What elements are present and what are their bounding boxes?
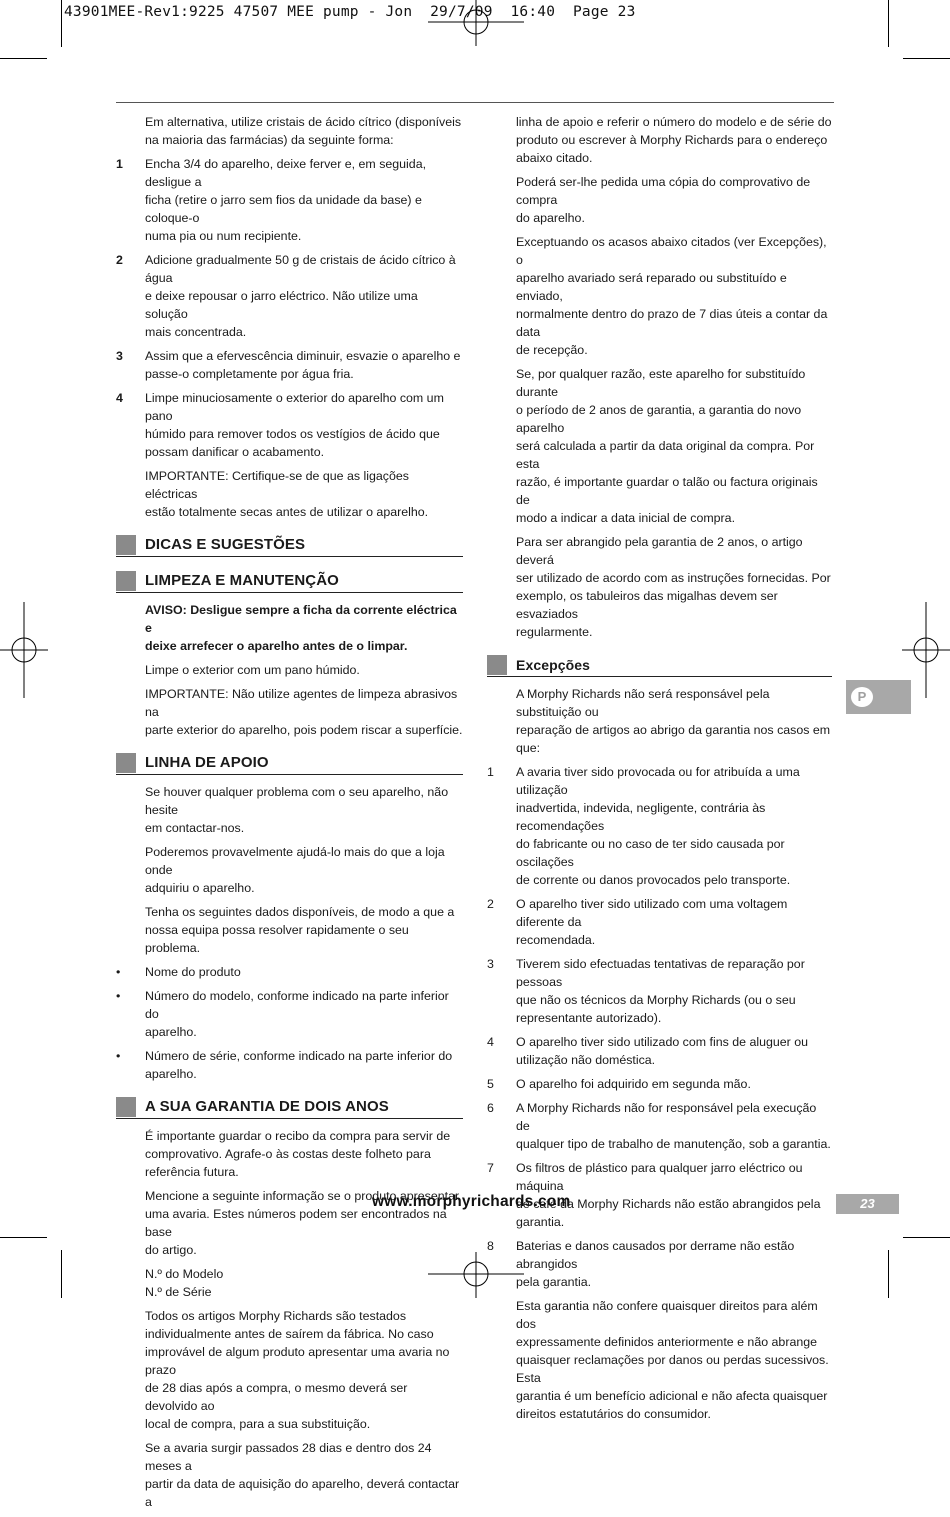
- intro-text: Em alternativa, utilize cristais de ácido cítrico (disponíveis na maioria das farmácias) da seguinte forma:: [145, 115, 462, 147]
- exception-text: [516, 1237, 832, 1291]
- text-line: Assim que a efervescência diminuir, esvazie o aparelho e: [145, 349, 461, 363]
- text-line: exemplo, os tabuleiros das migalhas devem ser esvaziados: [516, 589, 778, 621]
- text-line: reparação de artigos ao abrigo da garantia nos casos em que:: [516, 723, 831, 755]
- heading-text: A SUA GARANTIA DE DOIS ANOS: [145, 1098, 389, 1115]
- text-line: comprovativo. Agrafe-o às costas deste folheto para: [145, 1147, 431, 1161]
- text-line: Mencione a seguinte informação se o produto apresentar: [145, 1189, 460, 1203]
- text-line: razão, é importante guardar o talão ou factura originais de: [516, 475, 818, 507]
- crop-mark: [903, 58, 950, 59]
- text-line: modo a indicar a data inicial de compra.: [516, 511, 736, 525]
- support-paragraph: [516, 173, 832, 227]
- bullet-text: [145, 963, 463, 981]
- text-line: A Morphy Richards não será responsável pela substituição ou: [516, 687, 770, 719]
- text-line: do aparelho.: [516, 211, 585, 225]
- text-line: partir da data de aquisição do aparelho, deverá contactar a: [145, 1477, 460, 1509]
- text-line: do fabricante ou no caso de ter sido causada por oscilações: [516, 837, 785, 869]
- heading-text: LINHA DE APOIO: [145, 754, 269, 771]
- text-line: de recepção.: [516, 343, 588, 357]
- limpe-paragraph: Limpe o exterior com um pano húmido.: [145, 663, 360, 677]
- model-number-label: N.º do Modelo: [145, 1267, 224, 1281]
- section-heading-limpeza: [116, 571, 463, 593]
- text-line: É importante guardar o recibo da compra para servir de: [145, 1129, 451, 1143]
- garantia-paragraph: [145, 1127, 463, 1181]
- text-line: Exceptuando os acasos abaixo citados (ver Excepções), o: [516, 235, 827, 267]
- text-line: será calculada a partir da data original da compra. Por esta: [516, 439, 815, 471]
- text-line: e deixe repousar o jarro eléctrico. Não utilize uma solução: [145, 289, 418, 321]
- text-line: Os filtros de plástico para qualquer jarro eléctrico ou máquina: [516, 1161, 803, 1193]
- crop-mark: [888, 0, 889, 47]
- text-line: A Morphy Richards não for responsável pela execução de: [516, 1101, 817, 1133]
- exception-item: [487, 895, 832, 949]
- text-line: aparelho.: [145, 1025, 197, 1039]
- bullet-marker: •: [116, 1049, 121, 1063]
- page-number: 23: [836, 1194, 899, 1214]
- text-line: abaixo citado.: [516, 151, 593, 165]
- text-line: Nome do produto: [145, 965, 241, 979]
- text-line: Baterias e danos causados por derrame não estão abrangidos: [516, 1239, 795, 1271]
- crop-mark: [0, 1237, 47, 1238]
- text-line: Se houver qualquer problema com o seu aparelho, não hesite: [145, 785, 449, 817]
- text-line: Esta garantia não confere quaisquer direitos para além dos: [516, 1299, 818, 1331]
- text-line: Poderemos provavelmente ajudá-lo mais do que a loja onde: [145, 845, 445, 877]
- section-heading-garantia: [116, 1097, 463, 1119]
- text-line: Tiverem sido efectuadas tentativas de reparação por pessoas: [516, 957, 805, 989]
- exception-number: 4: [487, 1035, 494, 1049]
- step-text: [145, 389, 463, 461]
- heading-text: LIMPEZA E MANUTENÇÃO: [145, 572, 339, 589]
- text-line: recomendada.: [516, 933, 596, 947]
- linha-paragraph: [145, 903, 463, 957]
- text-line: de 28 dias após a compra, o mesmo deverá ser devolvido ao: [145, 1381, 408, 1413]
- heading-square-marker: [116, 1097, 136, 1117]
- text-line: possam danificar o acabamento.: [145, 445, 325, 459]
- text-line: Encha 3/4 do aparelho, deixe ferver e, em seguida, desligue a: [145, 157, 427, 189]
- exception-number: 1: [487, 765, 494, 779]
- text-line: improvável de algum produto apresentar uma avaria no prazo: [145, 1345, 450, 1377]
- text-line: utilização não doméstica.: [516, 1053, 656, 1067]
- heading-square-marker: [487, 655, 507, 675]
- text-line: referência futura.: [145, 1165, 239, 1179]
- exception-text: [516, 955, 832, 1027]
- bullet-marker: •: [116, 989, 121, 1003]
- crop-mark: [61, 1250, 62, 1298]
- section-heading-linha-de-apoio: [116, 753, 463, 775]
- language-tab-letter: P: [851, 687, 873, 707]
- text-line: linha de apoio e referir o número do modelo e de série do: [516, 115, 832, 129]
- text-line: em contactar-nos.: [145, 821, 245, 835]
- section-heading-excepcoes: [487, 655, 832, 677]
- text-line: direitos estatutários do consumidor.: [516, 1407, 711, 1421]
- text-line: Se, por qualquer razão, este aparelho for substituído durante: [516, 367, 806, 399]
- support-paragraph: [516, 233, 832, 359]
- linha-paragraph: [145, 843, 463, 897]
- exception-item: [487, 1237, 832, 1291]
- text-line: deixe arrefecer o aparelho antes de o limpar.: [145, 639, 408, 653]
- text-line: numa pia ou num recipiente.: [145, 229, 302, 243]
- exception-number: 6: [487, 1101, 494, 1115]
- language-tab: [846, 680, 911, 714]
- text-line: Número do modelo, conforme indicado na parte inferior do: [145, 989, 449, 1021]
- text-line: individualmente antes de saírem da fábrica. No caso: [145, 1327, 434, 1341]
- text-line: quaisquer reclamações por danos ou perdas sucessivos. Esta: [516, 1353, 829, 1385]
- text-line: normalmente dentro do prazo de 7 dias úteis a contar da data: [516, 307, 828, 339]
- text-line: mais concentrada.: [145, 325, 247, 339]
- step-item: [116, 389, 463, 461]
- text-line: Limpe minuciosamente o exterior do aparelho com um pano: [145, 391, 444, 423]
- step-number: 4: [116, 391, 123, 405]
- heading-square-marker: [116, 753, 136, 773]
- model-serial-fields: [145, 1265, 463, 1301]
- exception-text: [516, 895, 832, 949]
- text-line: adquiriu o aparelho.: [145, 881, 255, 895]
- text-line: pela garantia.: [516, 1275, 592, 1289]
- text-line: qualquer tipo de trabalho de manutenção, sob a garantia.: [516, 1137, 831, 1151]
- left-column: [116, 113, 463, 1517]
- excepcoes-intro: [516, 685, 832, 757]
- garantia-paragraph: [145, 1307, 463, 1433]
- step-item: [116, 251, 463, 341]
- text-line: ser utilizado de acordo com as instruções fornecidas. Por: [516, 571, 831, 585]
- text-line: parte exterior do aparelho, pois podem riscar a superfície.: [145, 723, 463, 737]
- text-line: ficha (retire o jarro sem fios da unidade da base) e coloque-o: [145, 193, 422, 225]
- text-line: de corrente ou danos provocados pelo transporte.: [516, 873, 791, 887]
- text-line: aparelho.: [145, 1067, 197, 1081]
- importante-note: [145, 467, 463, 521]
- text-line: AVISO: Desligue sempre a ficha da corrente eléctrica e: [145, 603, 457, 635]
- crop-mark: [0, 58, 47, 59]
- heading-square-marker: [116, 571, 136, 591]
- exception-text: [516, 1099, 832, 1153]
- bullet-item: [116, 1047, 463, 1083]
- exception-item: [487, 763, 832, 889]
- exception-number: 8: [487, 1239, 494, 1253]
- bullet-item: [116, 987, 463, 1041]
- website-url: www.morphyrichards.com: [372, 1193, 571, 1210]
- bullet-text: [145, 987, 463, 1041]
- text-line: produto ou escrever à Morphy Richards para o endereço: [516, 133, 828, 147]
- step-number: 1: [116, 157, 123, 171]
- exception-item: [487, 955, 832, 1027]
- importante-note-2: [145, 685, 463, 739]
- print-slug: 43901MEE-Rev1:9225 47507 MEE pump - Jon 29/7/09 16:40 Page 23: [64, 4, 636, 20]
- crop-mark: [61, 0, 62, 47]
- exception-number: 5: [487, 1077, 494, 1091]
- text-line: local de compra, para a sua substituição.: [145, 1417, 371, 1431]
- text-line: Poderá ser-lhe pedida uma cópia do comprovativo de compra: [516, 175, 811, 207]
- step-item: [116, 155, 463, 245]
- text-line: o período de 2 anos de garantia, a garantia do novo aparelho: [516, 403, 802, 435]
- step-number: 2: [116, 253, 123, 267]
- text-line: de café da Morphy Richards não estão abrangidos pela: [516, 1197, 821, 1211]
- step-text: [145, 251, 463, 341]
- text-line: Se a avaria surgir passados 28 dias e dentro dos 24 meses a: [145, 1441, 432, 1473]
- crop-mark: [903, 1237, 950, 1238]
- exception-item: [487, 1099, 832, 1153]
- text-line: Para ser abrangido pela garantia de 2 anos, o artigo deverá: [516, 535, 803, 567]
- text-line: garantia.: [516, 1215, 565, 1229]
- exception-number: 7: [487, 1161, 494, 1175]
- text-line: húmido para remover todos os vestígios de ácido que: [145, 427, 440, 441]
- exception-text: [516, 1075, 832, 1093]
- crop-mark: [888, 1250, 889, 1298]
- aviso-warning: [145, 601, 463, 655]
- step-number: 3: [116, 349, 123, 363]
- text-line: representante autorizado).: [516, 1011, 662, 1025]
- closing-paragraph: [516, 1297, 832, 1423]
- bullet-marker: •: [116, 965, 121, 979]
- text-line: IMPORTANTE: Certifique-se de que as ligações eléctricas: [145, 469, 409, 501]
- text-line: expressamente definidos anteriormente e não abrange: [516, 1335, 818, 1349]
- exception-number: 2: [487, 897, 494, 911]
- text-line: estão totalmente secas antes de utilizar o aparelho.: [145, 505, 429, 519]
- text-line: que não os técnicos da Morphy Richards (ou o seu: [516, 993, 796, 1007]
- text-line: Tenha os seguintes dados disponíveis, de modo a que a: [145, 905, 455, 919]
- registration-mark-left: [0, 602, 48, 698]
- step-text: [145, 155, 463, 245]
- bullet-text: [145, 1047, 463, 1083]
- right-column: [487, 113, 832, 1429]
- exception-text: [516, 763, 832, 889]
- exception-item: [487, 1033, 832, 1069]
- heading-square-marker: [116, 535, 136, 555]
- serial-number-label: N.º de Série: [145, 1285, 212, 1299]
- text-line: O aparelho foi adquirido em segunda mão.: [516, 1077, 751, 1091]
- text-line: do artigo.: [145, 1243, 197, 1257]
- support-paragraph: [516, 365, 832, 527]
- text-line: aparelho avariado será reparado ou substituído e enviado,: [516, 271, 787, 303]
- exception-number: 3: [487, 957, 494, 971]
- header-rule: [116, 102, 834, 103]
- text-line: Todos os artigos Morphy Richards são testados: [145, 1309, 407, 1323]
- text-line: nossa equipa possa resolver rapidamente o seu problema.: [145, 923, 409, 955]
- step-text: [145, 347, 463, 383]
- intro-paragraph: [145, 113, 463, 149]
- text-line: Número de série, conforme indicado na parte inferior do: [145, 1049, 453, 1063]
- heading-text: DICAS E SUGESTÕES: [145, 536, 306, 553]
- text-line: A avaria tiver sido provocada ou for atribuída a uma utilização: [516, 765, 800, 797]
- text-line: inadvertida, indevida, negligente, contrária às recomendações: [516, 801, 766, 833]
- exception-item: [487, 1075, 832, 1093]
- bullet-item: [116, 963, 463, 981]
- step-item: [116, 347, 463, 383]
- section-heading-dicas: [116, 535, 463, 557]
- heading-text: Excepções: [516, 657, 591, 673]
- text-line: passe-o completamente por água fria.: [145, 367, 354, 381]
- linha-paragraph: [145, 783, 463, 837]
- exception-text: [516, 1033, 832, 1069]
- text-line: IMPORTANTE: Não utilize agentes de limpeza abrasivos na: [145, 687, 458, 719]
- garantia-paragraph: [145, 1439, 463, 1511]
- text-line: regularmente.: [516, 625, 593, 639]
- support-paragraph: [516, 533, 832, 641]
- support-paragraph: [516, 113, 832, 167]
- text-line: garantia é um benefício adicional e não afecta quaisquer: [516, 1389, 828, 1403]
- text-line: O aparelho tiver sido utilizado com fins de aluguer ou: [516, 1035, 809, 1049]
- registration-mark-top: [428, 0, 524, 46]
- text-line: uma avaria. Estes números podem ser encontrados na base: [145, 1207, 447, 1239]
- text-line: O aparelho tiver sido utilizado com uma voltagem diferente da: [516, 897, 788, 929]
- text-line: Adicione gradualmente 50 g de cristais de ácido cítrico à água: [145, 253, 456, 285]
